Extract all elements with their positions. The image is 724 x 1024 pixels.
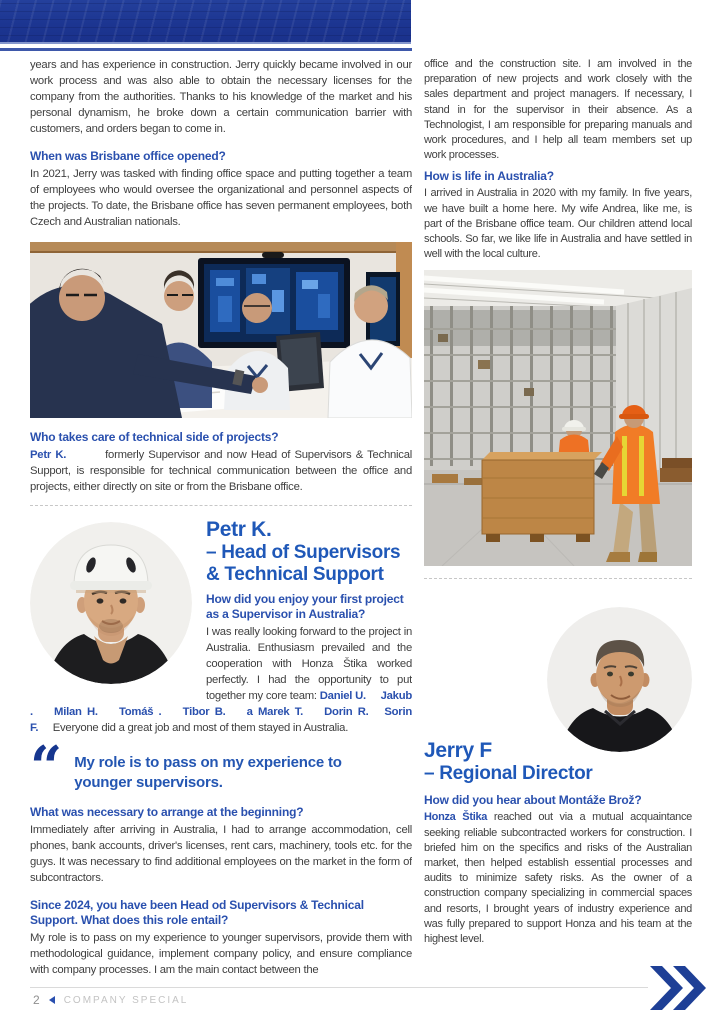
question-heading: What was necessary to arrange at the beginning? <box>30 805 304 819</box>
page-number: 2 <box>33 993 40 1007</box>
paragraph-text: I was really looking forward to the project in Australia. Enthusiasm prevailed and the cooperation with Honza Štika worked perfectly. I had the opportunity to put together my core team: <box>206 626 412 702</box>
jerry-name-block <box>424 739 593 785</box>
footer-section-label: COMPANY SPECIAL <box>63 994 189 1006</box>
profile-name: Jerry F <box>424 739 492 763</box>
warehouse-photo <box>424 270 692 566</box>
paragraph <box>30 447 412 495</box>
profile-title-line2: & Technical Support <box>206 564 384 585</box>
next-page-chevrons-icon[interactable] <box>648 966 706 1010</box>
header-rule <box>0 48 412 51</box>
profile-name: Petr K. <box>206 518 272 541</box>
paragraph: In 2021, Jerry was tasked with finding office space and putting together a team of employees who would oversee the organizational and personnel aspects of the projects. To date, the Brisbane office has seven permanent employees, both Czech and Australian nationals. <box>30 168 412 228</box>
pull-quote-text: My role is to pass on my experience to younger supervisors. <box>74 754 342 791</box>
footer-triangle-icon <box>49 996 55 1004</box>
person-name: Honza Štika <box>424 811 488 824</box>
pull-quote <box>30 734 412 800</box>
profile-title: – Regional Director <box>424 763 593 785</box>
question-heading: Who takes care of technical side of projects? <box>30 430 279 444</box>
paragraph-text: reached out via a mutual acquaintance seeking reliable subcontracted workers for construction. I briefed him on the specifics and risks of the Australian market, then helped establish essential processes and audits to minimize safety risks. As the owner of a construction company specializing in commercial spaces and resorts, I brought years of industry experience and was fully prepared to support Honza and his team at the highest level. <box>424 811 692 946</box>
question-heading: How did you hear about Montáže Brož? <box>424 793 642 808</box>
question-heading: How is life in Australia? <box>424 169 554 184</box>
question-heading: When was Brisbane office opened? <box>30 149 226 163</box>
section-divider <box>30 505 412 506</box>
petr-avatar-photo <box>30 522 192 684</box>
question-heading: How did you enjoy your first project as a Supervisor in Australia? <box>206 592 404 621</box>
paragraph: I arrived in Australia in 2020 with my family. In five years, we have built a home here. My wife Andrea, like me, is part of the Brisbane office team. Our children attend local schools. So far, we like life in Australia and have settled in well with the local culture. <box>424 187 692 261</box>
right-column <box>424 57 692 983</box>
profile-title-line1: – Head of Supervisors <box>206 542 401 563</box>
jerry-profile-section <box>424 585 692 787</box>
left-column <box>30 57 412 983</box>
header-banner <box>0 0 411 44</box>
footer-divider <box>30 987 648 988</box>
paragraph: Immediately after arriving in Australia, I had to arrange accommodation, cell phones, bank accounts, driver's licenses, rent cars, machinery, tools etc. for the guys. It was necessary to find additional employees on the market in the form of subcontractors. <box>30 824 412 884</box>
petr-profile-section <box>30 518 412 736</box>
paragraph: years and has experience in construction. Jerry quickly became involved in our work process and was also able to obtain the necessary licenses for the company from the authorities. Thanks to his knowledge of the market and his personal dynamism, he broke down a certain communication barrier with customers, and orders began to come in. <box>30 59 412 135</box>
person-name: Petr K. <box>30 449 67 461</box>
team-names: Daniel U. Jakub . Milan H. Tomáš . Tibor B. a Marek T. Dorin R. Sorin F. <box>30 690 412 734</box>
paragraph: My role is to pass on my experience to younger supervisors, provide them with methodological guidance, implement company policy, and ensure compliance with company processes. I am the main contact between the <box>30 932 412 976</box>
quote-icon: “ <box>30 734 63 800</box>
jerry-avatar-photo <box>547 607 692 752</box>
paragraph-text: formerly Supervisor and now Head of Supervisors & Technical Support, is responsible for technical communication between the office and projects, either directly on site or from the Brisbane office. <box>30 449 412 493</box>
paragraph <box>424 810 692 947</box>
section-divider <box>424 578 692 579</box>
footer <box>33 993 188 1007</box>
paragraph: office and the construction site. I am involved in the preparation of new projects and work closely with the sales department and project managers. If necessary, I stand in for the supervisor in their absence. As a Technologist, I am responsible for preparing manuals and work procedures, and I help all team members set up work processes. <box>424 58 692 162</box>
team-meeting-photo <box>30 242 412 418</box>
question-heading: Since 2024, you have been Head od Supervisors & Technical Support. What does this role entail? <box>30 898 364 927</box>
paragraph-text: Everyone did a great job and most of them stayed in Australia. <box>38 722 349 734</box>
